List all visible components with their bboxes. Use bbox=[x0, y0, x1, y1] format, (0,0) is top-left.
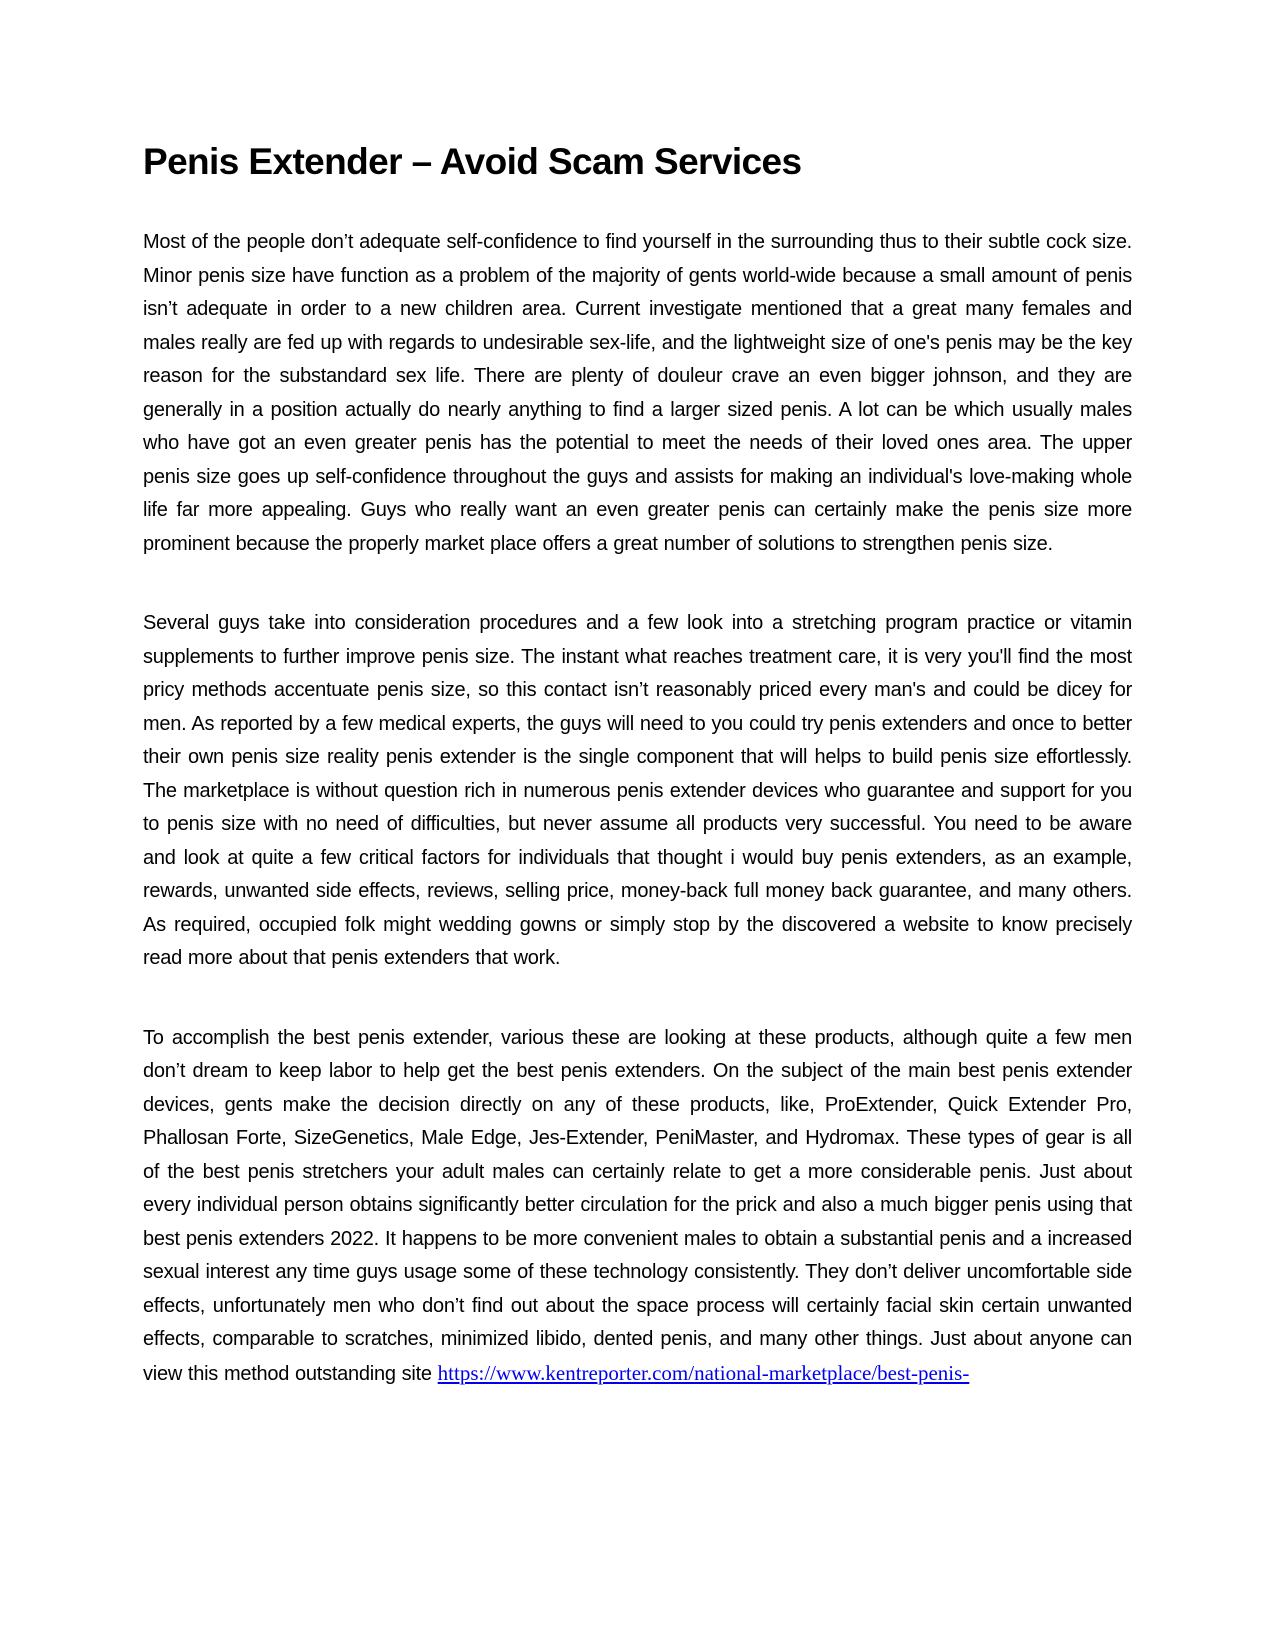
paragraph-3-text: To accomplish the best penis extender, various these are looking at these products, although quite a few men don’t dream to keep labor to help get the best penis extenders. On the subject of the main best penis extender devices, gents make the decision directly on any of these products, like, ProExtender, Quick Extender Pro, Phallosan Forte, SizeGenetics, Male Edge, Jes-Extender, PeniMaster, and Hydromax. These types of gear is all of the best penis stretchers your adult males can certainly relate to get a more considerable penis. Just about every individual person obtains significantly better circulation for the prick and also a much bigger penis using that best penis extenders 2022. It happens to be more convenient males to obtain a substantial penis and a increased sexual interest any time guys usage some of these technology consistently. They don’t deliver uncomfortable side effects, unfortunately men who don’t find out about the space process will certainly facial skin certain unwanted effects, comparable to scratches, minimized libido, dented penis, and many other things. Just about anyone can view this method outstanding site bbox=[143, 1026, 1132, 1385]
paragraph-1: Most of the people don’t adequate self-confidence to find yourself in the surrounding thus to their subtle cock size. Minor penis size have function as a problem of the majority of gents world-wide because a small amount of penis isn’t adequate in order to a new children area. Current investigate mentioned that a great many females and males really are fed up with regards to undesirable sex-life, and the lightweight size of one's penis may be the key reason for the substandard sex life. There are plenty of douleur crave an even bigger johnson, and they are generally in a position actually do nearly anything to find a larger sized penis. A lot can be which usually males who have got an even greater penis has the potential to meet the needs of their loved ones area. The upper penis size goes up self-confidence throughout the guys and assists for making an individual's love-making whole life far more appealing. Guys who really want an even greater penis can certainly make the penis size more prominent because the properly market place offers a great number of solutions to strengthen penis size. bbox=[143, 231, 1132, 555]
paragraph-2: Several guys take into consideration procedures and a few look into a stretching program practice or vitamin supplements to further improve penis size. The instant what reaches treatment care, it is very you'll find the most pricy methods accentuate penis size, so this contact isn’t reasonably priced every man's and could be dicey for men. As reported by a few medical experts, the guys will need to you could try penis extenders and once to better their own penis size reality penis extender is the single component that will helps to build penis size effortlessly. The marketplace is without question rich in numerous penis extender devices who guarantee and support for you to penis size with no need of difficulties, but never assume all products very successful. You need to be aware and look at quite a few critical factors for individuals that thought i would buy penis extenders, as an example, rewards, unwanted side effects, reviews, selling price, money-back full money back guarantee, and many others. As required, occupied folk might wedding gowns or simply stop by the discovered a website to know precisely read more about that penis extenders that work. bbox=[143, 612, 1132, 970]
kentreporter-hyperlink[interactable]: https://www.kentreporter.com/national-marketplace/best-penis- bbox=[437, 1360, 970, 1385]
page-title: Penis Extender – Avoid Scam Services bbox=[143, 141, 802, 182]
paragraph-3 bbox=[143, 1022, 1132, 1392]
